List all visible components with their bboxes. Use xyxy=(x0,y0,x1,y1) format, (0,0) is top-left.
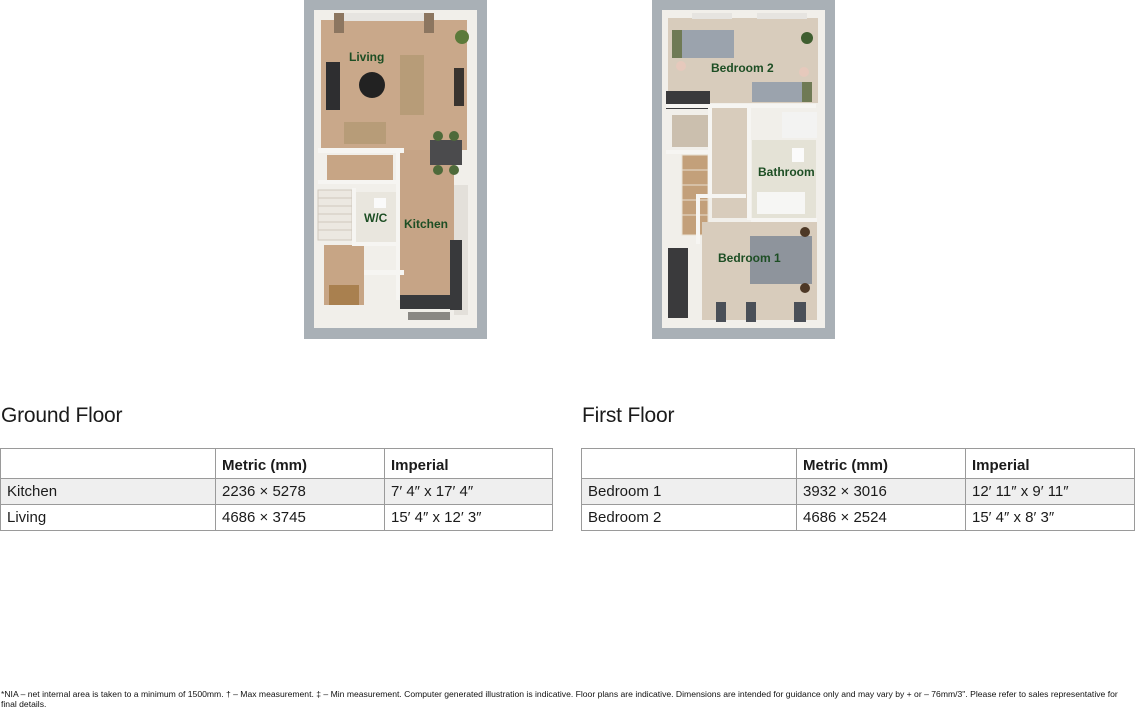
header-room xyxy=(1,449,216,479)
table-row xyxy=(582,505,1135,531)
first-floor-plan-image xyxy=(652,0,835,339)
table-row xyxy=(582,479,1135,505)
table-row xyxy=(1,479,553,505)
room-name: Bedroom 2 xyxy=(582,505,797,531)
header-room xyxy=(582,449,797,479)
header-imperial: Imperial xyxy=(966,449,1135,479)
disclaimer-footnote: *NIA – net internal area is taken to a minimum of 1500mm. † – Max measurement. ‡ – Min measurement. Computer generated illustration is indicative. Floor plans are indicative. Dimensions are intended for guidance only and may vary by + or – 76mm/3". Please refer to sales representative for final details. xyxy=(1,689,1118,709)
room-label-kitchen: Kitchen xyxy=(404,217,449,231)
first-floor-dimensions-table xyxy=(581,448,1135,531)
metric-value: 2236 × 5278 xyxy=(216,479,385,505)
header-metric: Metric (mm) xyxy=(216,449,385,479)
imperial-value: 15′ 4″ x 12′ 3″ xyxy=(385,505,553,531)
metric-value: 4686 × 2524 xyxy=(797,505,966,531)
imperial-value: 12′ 11″ x 9′ 11″ xyxy=(966,479,1135,505)
imperial-value: 7′ 4″ x 17′ 4″ xyxy=(385,479,553,505)
room-name: Kitchen xyxy=(1,479,216,505)
header-imperial: Imperial xyxy=(385,449,553,479)
table-header-row xyxy=(582,449,1135,479)
table-header-row xyxy=(1,449,553,479)
room-name: Living xyxy=(1,505,216,531)
room-label-wc: W/C xyxy=(364,211,388,225)
imperial-value: 15′ 4″ x 8′ 3″ xyxy=(966,505,1135,531)
table-row xyxy=(1,505,553,531)
ground-floor-plan-image xyxy=(304,0,487,339)
header-metric: Metric (mm) xyxy=(797,449,966,479)
metric-value: 4686 × 3745 xyxy=(216,505,385,531)
room-label-bedroom-1: Bedroom 1 xyxy=(718,251,781,265)
ground-floor-title: Ground Floor xyxy=(1,404,123,427)
metric-value: 3932 × 3016 xyxy=(797,479,966,505)
room-label-living: Living xyxy=(349,50,385,64)
ground-floor-dimensions-table xyxy=(0,448,553,531)
room-name: Bedroom 1 xyxy=(582,479,797,505)
room-label-bedroom-2: Bedroom 2 xyxy=(711,61,774,75)
first-floor-title: First Floor xyxy=(582,404,675,427)
room-label-bathroom: Bathroom xyxy=(758,165,815,179)
